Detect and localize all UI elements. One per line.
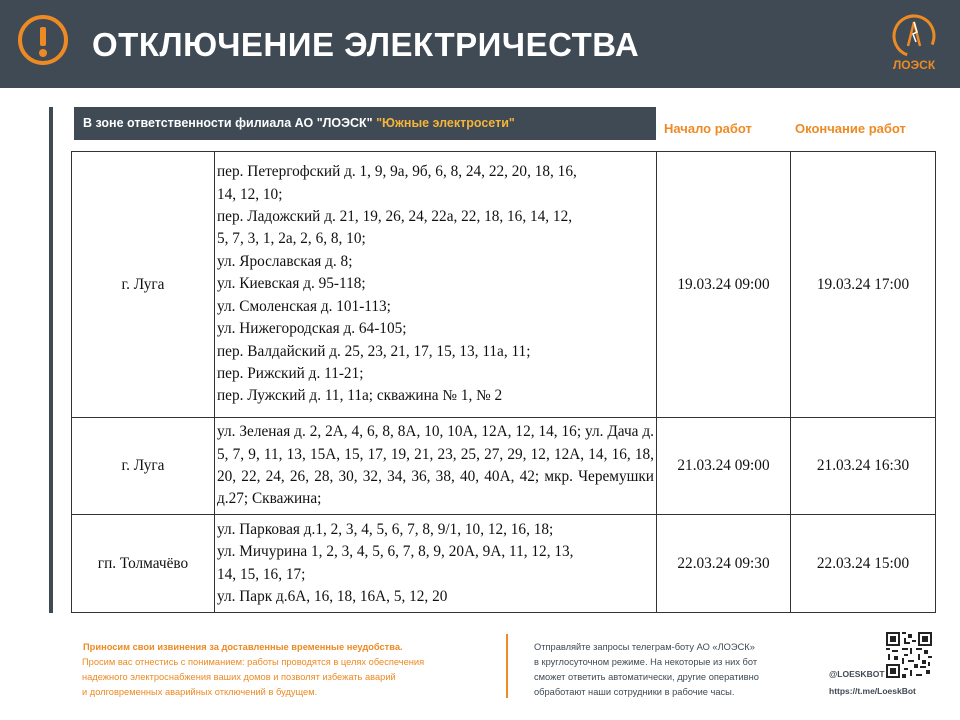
address-line: 14, 12, 10; [217,185,283,203]
column-header-end: Окончание работ [795,121,906,136]
address-line: 5, 7, 3, 1, 2а, 2, 6, 8, 10; [217,230,366,248]
qr-code-icon[interactable] [886,632,932,678]
address-cell [215,515,657,613]
bot-line: в круглосуточном режиме. На некоторые из них бот [534,657,758,667]
address-cell [215,152,657,418]
page-title: ОТКЛЮЧЕНИЕ ЭЛЕКТРИЧЕСТВА [92,26,640,63]
end-time-cell: 21.03.24 16:30 [791,418,936,515]
address-line: пер. Рижский д. 11-21; [217,364,364,382]
logo-label: ЛОЭСК [892,58,936,72]
bot-link[interactable]: https://t.me/LoeskBot [829,686,916,696]
end-time-cell: 19.03.24 17:00 [791,152,936,418]
address-line: ул. Парковая д.1, 2, 3, 4, 5, 6, 7, 8, 9/1, 10, 12, 16, 18; [217,520,554,538]
footer-divider [506,634,508,698]
left-accent-rule [49,107,53,613]
table-row [72,418,936,515]
end-time-cell: 22.03.24 15:00 [791,515,936,613]
bot-line: обработают наши сотрудники в рабочие часы. [534,687,735,697]
address-line: ул. Смоленская д. 101-113; [217,297,391,315]
banner-branch-name: "Южные электросети" [376,116,515,130]
bot-handle: @LOESKBOT [829,669,885,679]
address-line: пер. Ладожский д. 21, 19, 26, 24, 22а, 22, 18, 16, 14, 12, [217,208,573,226]
address-line: пер. Лужский д. 11, 11а; скважина № 1, № 2 [217,387,503,405]
address-line: ул. Нижегородская д. 64-105; [217,320,407,338]
apology-line: Просим вас отнестись с пониманием: работы проводятся в целях обеспечения [82,657,425,667]
address-line: ул. Парк д.6А, 16, 18, 16А, 5, 12, 20 [217,587,448,605]
table-row [72,515,936,613]
start-time-cell: 22.03.24 09:30 [657,515,791,613]
bot-line: сможет ответить автоматически, другие оперативно [534,672,759,682]
address-line: пер. Петергофский д. 1, 9, 9а, 9б, 6, 8, 24, 22, 20, 18, 16, [217,163,577,181]
bot-line: Отправляйте запросы телеграм-боту АО «ЛОЭСК» [534,642,755,652]
locality-cell: г. Луга [72,152,215,418]
address-line: ул. Киевская д. 95-118; [217,275,366,293]
outage-table [71,151,936,613]
address-line: ул. Мичурина 1, 2, 3, 4, 5, 6, 7, 8, 9, 20А, 9А, 11, 12, 13, [217,543,574,561]
apology-line: и долговременных аварийных отключений в будущем. [82,687,318,697]
locality-cell: гп. Толмачёво [72,515,215,613]
banner-text: В зоне ответственности филиала АО "ЛОЭСК" [83,116,377,130]
exclamation-circle-icon [18,15,68,65]
apology-notice [82,640,492,700]
start-time-cell: 21.03.24 09:00 [657,418,791,515]
bot-notice [534,640,824,700]
address-line: ул. Ярославская д. 8; [217,252,353,270]
address-line: пер. Валдайский д. 25, 23, 21, 17, 15, 13, 11а, 11; [217,342,531,360]
apology-heading: Приносим свои извинения за доставленные временные неудобства. [83,642,403,652]
responsibility-banner [74,107,656,140]
loesk-logo-icon [886,12,942,62]
column-header-start: Начало работ [664,121,752,136]
apology-line: надежного электроснабжения ваших домов и позволят избежать аварий [82,672,396,682]
loesk-logo [886,12,942,78]
start-time-cell: 19.03.24 09:00 [657,152,791,418]
header-bar [0,0,960,88]
address-line: 14, 15, 16, 17; [217,565,306,583]
address-cell: ул. Зеленая д. 2, 2А, 4, 6, 8, 8А, 10, 10А, 12А, 12, 14, 16; ул. Дача д. 5, 7, 9, 11, 13, 15А, 15, 17, 19, 21, 23, 25, 27, 29, 12, 12А, 14, 16, 18, 20, 22, 24, 26, 28, 30, 32, 34, 36, 38, 40, 40А, 42; мкр. Черемушки д.27; Скважина; [215,418,657,515]
locality-cell: г. Луга [72,418,215,515]
table-row [72,152,936,418]
